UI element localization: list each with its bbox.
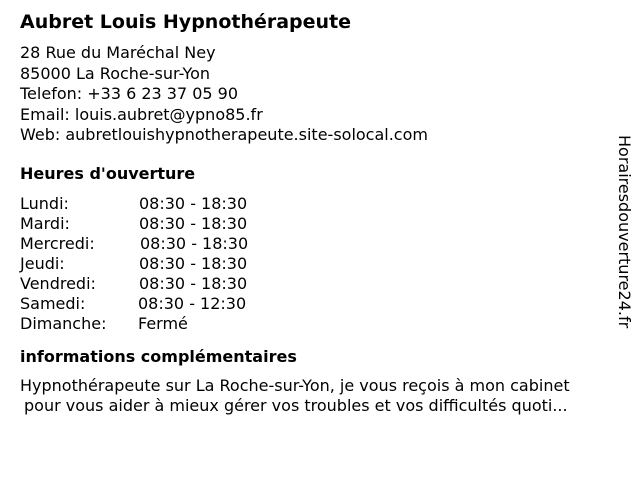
business-card — [20, 10, 610, 416]
time-value: 08:30 - 18:30 — [139, 273, 248, 293]
hours-row-wednesday — [20, 234, 610, 254]
day-label: Mercredi: — [20, 233, 95, 253]
info-line-2: pour vous aider à mieux gérer vos troubles et vos difficultés quoti... — [24, 395, 568, 415]
day-label: Mardi: — [20, 213, 70, 233]
day-label: Vendredi: — [20, 273, 96, 293]
time-value: 08:30 - 18:30 — [140, 233, 249, 253]
phone-number[interactable]: Telefon: +33 6 23 37 05 90 — [20, 84, 239, 103]
time-value: 08:30 - 18:30 — [139, 213, 248, 233]
email-address[interactable]: Email: louis.aubret@ypno85.fr — [20, 104, 263, 124]
contact-block — [20, 43, 610, 146]
watermark — [612, 135, 636, 345]
time-value: Fermé — [138, 313, 188, 333]
hours-row-sunday — [20, 314, 610, 334]
hours-row-thursday — [20, 254, 610, 274]
info-description — [20, 376, 620, 416]
info-heading: informations complémentaires — [20, 346, 297, 366]
info-line-1: Hypnothérapeute sur La Roche-sur-Yon, je vous reçois à mon cabinet — [20, 375, 570, 395]
hours-row-monday — [20, 194, 610, 214]
time-value: 08:30 - 12:30 — [138, 293, 247, 313]
website-link[interactable]: Web: aubretlouishypnotherapeute.site-solocal.com — [20, 125, 428, 144]
opening-hours-table — [20, 194, 610, 334]
time-value: 08:30 - 18:30 — [139, 253, 248, 273]
time-value: 08:30 - 18:30 — [139, 193, 248, 213]
day-label: Dimanche: — [20, 313, 107, 333]
watermark-text: Horairesdouverture24.fr — [615, 135, 634, 329]
hours-row-saturday — [20, 294, 610, 314]
address-street: 28 Rue du Maréchal Ney — [20, 43, 216, 62]
hours-row-friday — [20, 274, 610, 294]
day-label: Lundi: — [20, 193, 69, 213]
day-label: Jeudi: — [20, 253, 65, 273]
day-label: Samedi: — [20, 293, 86, 313]
hours-row-tuesday — [20, 214, 610, 234]
hours-heading: Heures d'ouverture — [20, 163, 196, 183]
business-name: Aubret Louis Hypnothérapeute — [20, 11, 352, 33]
address-city: 85000 La Roche-sur-Yon — [20, 63, 211, 83]
